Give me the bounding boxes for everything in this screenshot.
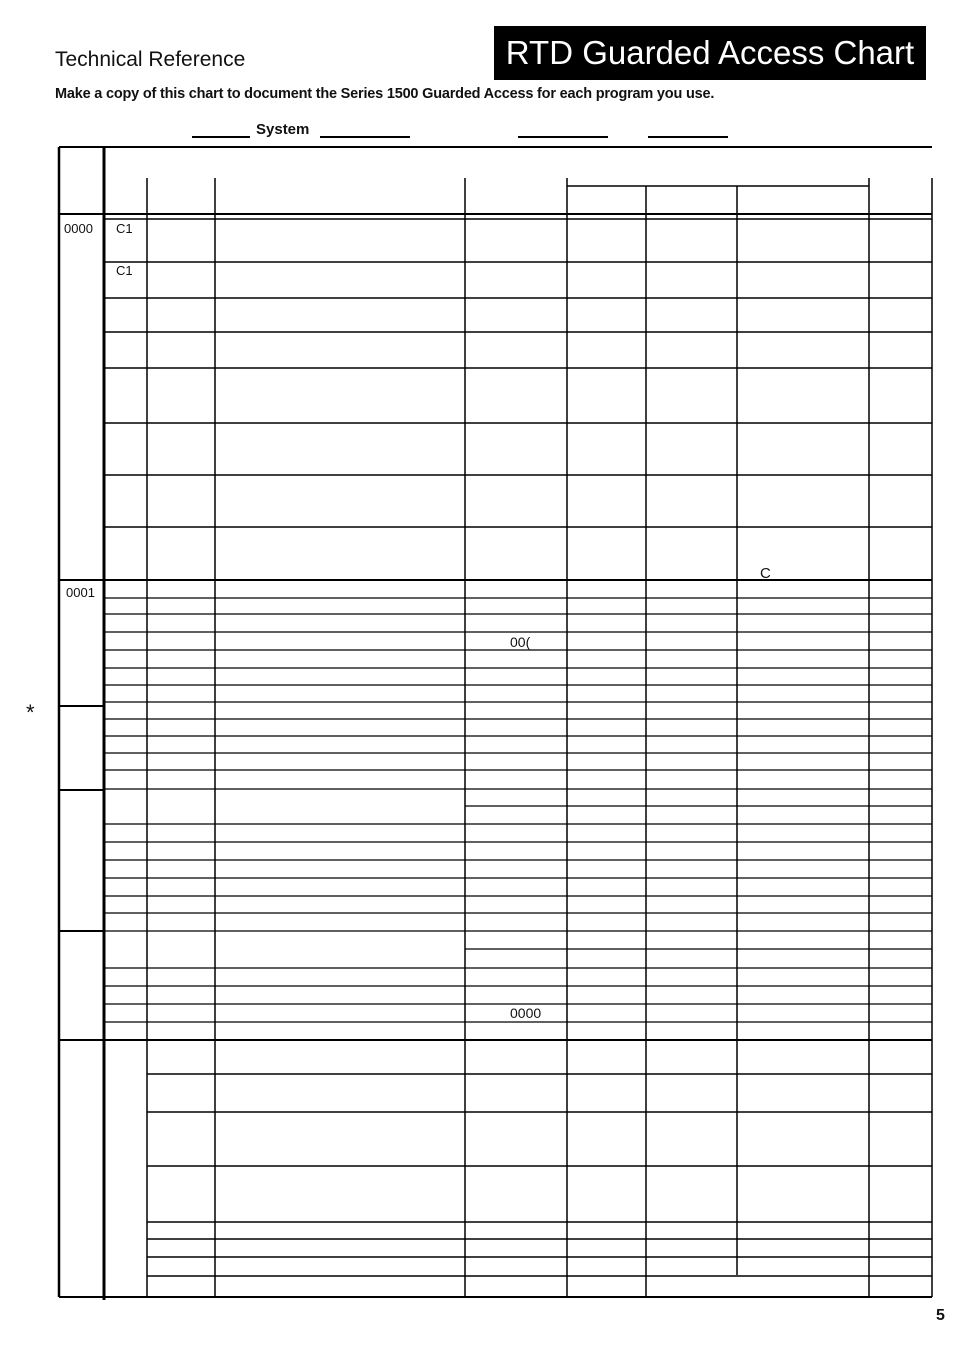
margin-asterisk: * xyxy=(26,700,35,725)
code-a: 00( xyxy=(510,634,531,650)
instruction-text: Make a copy of this chart to document the Series 1500 Guarded Access for each program you use. xyxy=(55,86,715,102)
page-number: 5 xyxy=(936,1307,945,1324)
section-heading: Technical Reference xyxy=(55,48,246,71)
c1-label-a: C1 xyxy=(116,221,133,236)
c1-label-b: C1 xyxy=(116,263,133,278)
system-label: System xyxy=(256,121,310,138)
code-b: 0000 xyxy=(510,1005,542,1021)
block-id-0000: 0000 xyxy=(64,221,93,236)
chart-title: RTD Guarded Access Chart xyxy=(494,26,926,80)
mark-c: C xyxy=(760,565,771,582)
block-id-0001: 0001 xyxy=(66,585,95,600)
